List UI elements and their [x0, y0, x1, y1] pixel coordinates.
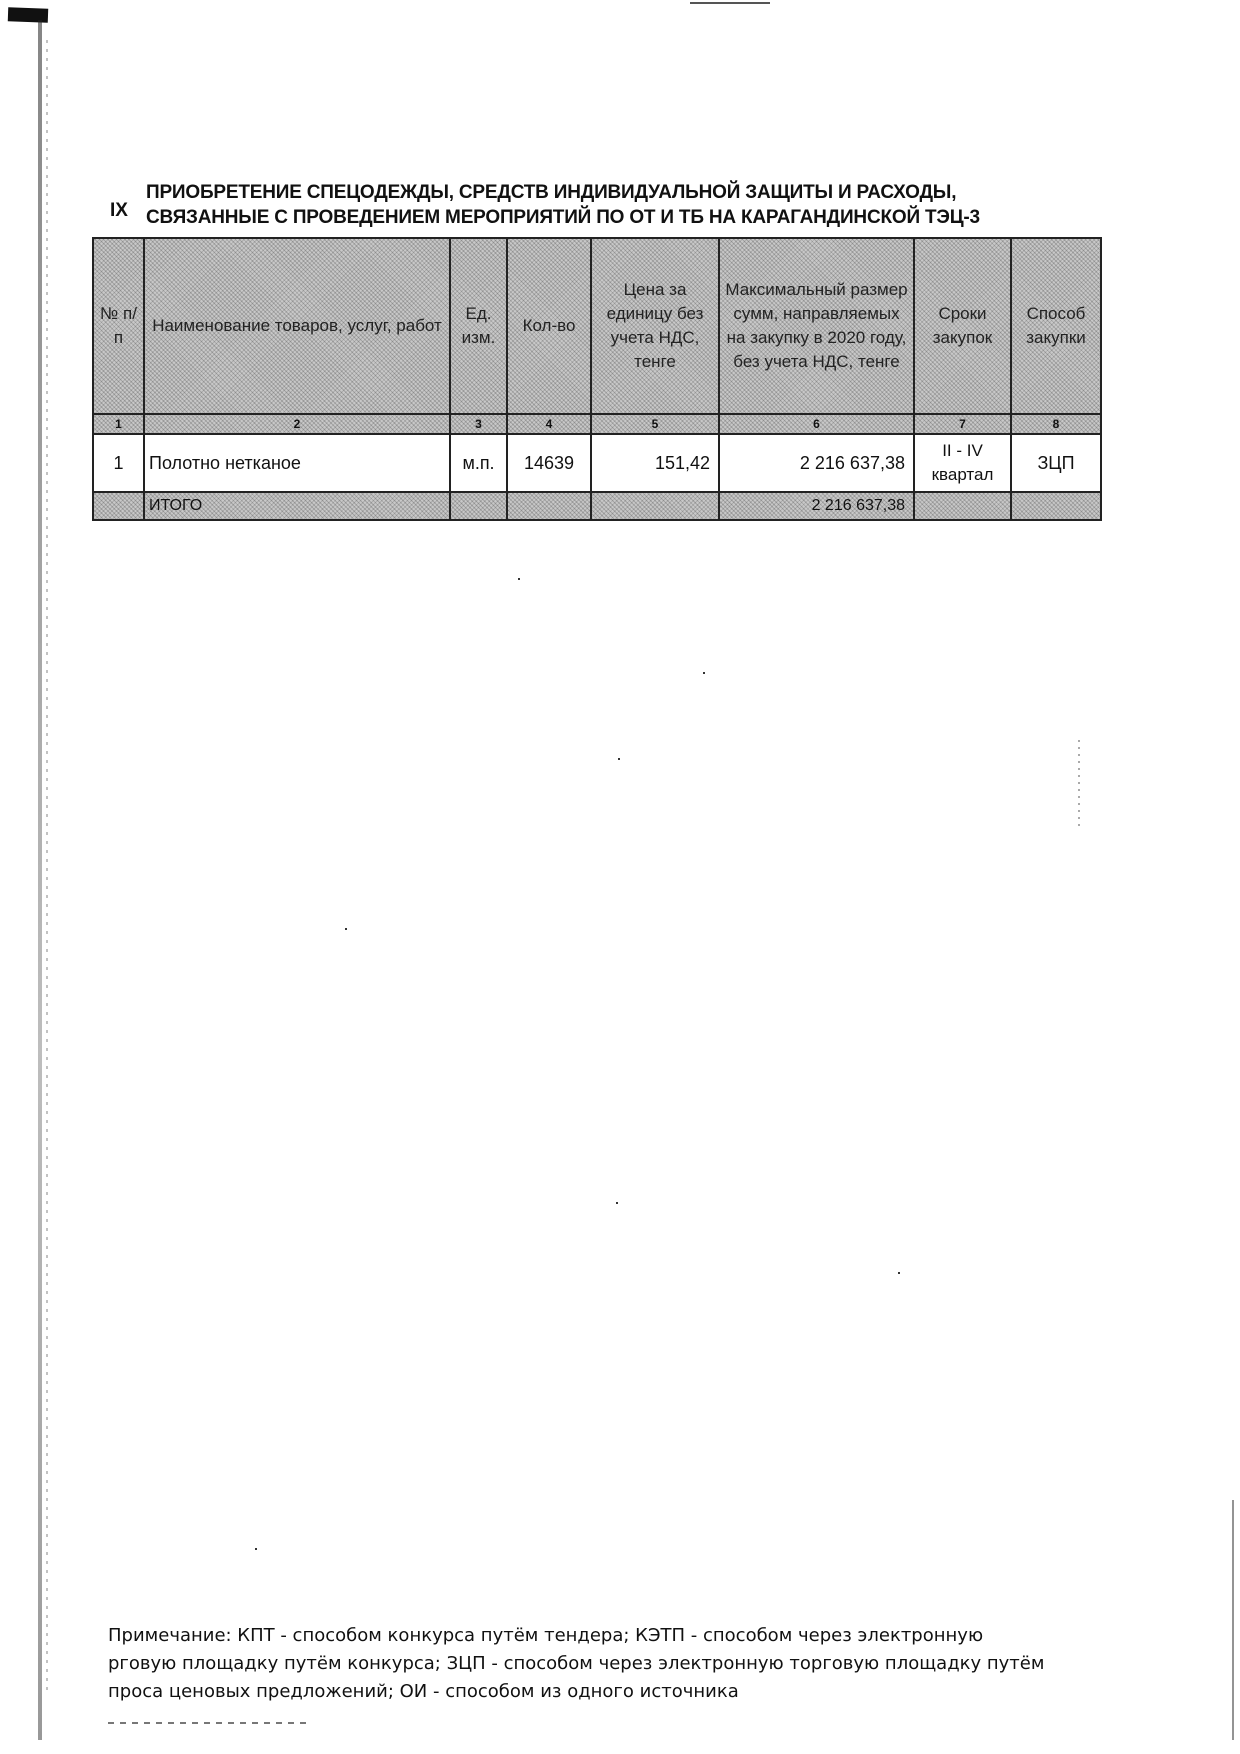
column-index: 4	[507, 414, 591, 434]
section-title	[146, 180, 980, 230]
table-row	[93, 434, 1101, 492]
scan-top-line	[690, 2, 770, 4]
cell-unit-price: 151,42	[591, 434, 719, 492]
scan-left-edge	[38, 20, 42, 1740]
section-number: IX	[110, 200, 128, 221]
section-title-line: СВЯЗАННЫЕ С ПРОВЕДЕНИЕМ МЕРОПРИЯТИЙ ПО ОТ И ТБ НА КАРАГАНДИНСКОЙ ТЭЦ-3	[146, 207, 980, 228]
scan-right-edge	[1232, 1500, 1234, 1740]
column-header-unit-price: Цена за единицу без учета НДС, тенге	[591, 238, 719, 414]
cell-unit: м.п.	[450, 434, 507, 492]
total-cell-empty	[1011, 492, 1101, 520]
column-header-period: Сроки закупок	[914, 238, 1011, 414]
total-row	[93, 492, 1101, 520]
scan-speck	[255, 1548, 257, 1550]
scan-speck	[616, 1202, 618, 1204]
column-header-name: Наименование товаров, услуг, работ	[144, 238, 450, 414]
cell-quantity: 14639	[507, 434, 591, 492]
scan-corner-mark	[8, 7, 48, 22]
scan-left-edge-noise	[46, 40, 48, 1690]
total-amount: 2 216 637,38	[719, 492, 914, 520]
total-cell-empty	[591, 492, 719, 520]
column-index: 1	[93, 414, 144, 434]
footnote-line: Примечание: КПТ - способом конкурса путём тендера; КЭТП - способом через электронную	[108, 1625, 984, 1646]
column-index: 7	[914, 414, 1011, 434]
column-header-quantity: Кол-во	[507, 238, 591, 414]
column-index: 5	[591, 414, 719, 434]
column-header-max-amount: Максимальный размер сумм, направляемых на закупку в 2020 году, без учета НДС, тенге	[719, 238, 914, 414]
total-cell-empty	[914, 492, 1011, 520]
scan-speck	[703, 672, 705, 674]
cell-period: II - IV квартал	[914, 434, 1011, 492]
column-index: 8	[1011, 414, 1101, 434]
column-index: 6	[719, 414, 914, 434]
total-cell-empty	[93, 492, 144, 520]
scan-speck	[898, 1272, 900, 1274]
procurement-table	[92, 237, 1102, 521]
scan-bottom-noise	[108, 1722, 308, 1724]
cell-name: Полотно нетканое	[144, 434, 450, 492]
footnote-line: проса ценовых предложений; ОИ - способом из одного источника	[108, 1681, 739, 1702]
scan-right-noise	[1078, 740, 1080, 830]
scan-speck	[518, 578, 520, 580]
footnote	[108, 1622, 1108, 1706]
scan-speck	[618, 758, 620, 760]
column-header-number: № п/п	[93, 238, 144, 414]
total-cell-empty	[450, 492, 507, 520]
footnote-line: рговую площадку путём конкурса; ЗЦП - способом через электронную торговую площадку путём	[108, 1653, 1045, 1674]
total-label: ИТОГО	[144, 492, 450, 520]
column-index: 3	[450, 414, 507, 434]
total-cell-empty	[507, 492, 591, 520]
cell-number: 1	[93, 434, 144, 492]
column-header-unit: Ед. изм.	[450, 238, 507, 414]
column-header-method: Способ закупки	[1011, 238, 1101, 414]
section-heading	[110, 180, 1090, 230]
section-title-line: ПРИОБРЕТЕНИЕ СПЕЦОДЕЖДЫ, СРЕДСТВ ИНДИВИДУАЛЬНОЙ ЗАЩИТЫ И РАСХОДЫ,	[146, 182, 957, 203]
scan-speck	[345, 928, 347, 930]
cell-amount: 2 216 637,38	[719, 434, 914, 492]
column-index: 2	[144, 414, 450, 434]
cell-method: ЗЦП	[1011, 434, 1101, 492]
